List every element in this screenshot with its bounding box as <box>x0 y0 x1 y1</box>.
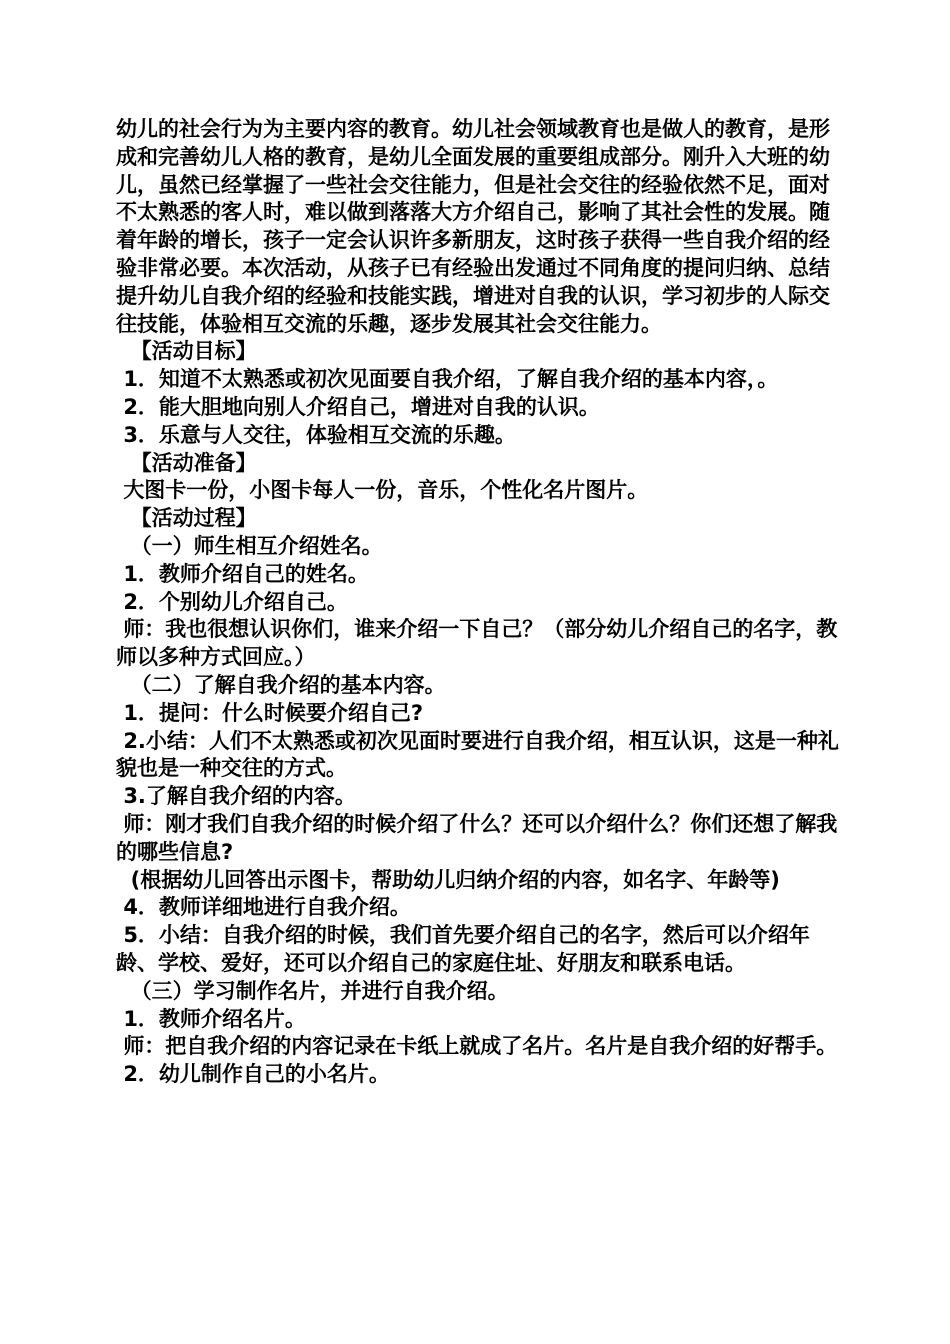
goal-item-1: 1．知道不太熟悉或初次见面要自我介绍，了解自我介绍的基本内容，。 <box>116 367 779 392</box>
process-step: 1．教师介绍名片。 <box>116 1006 306 1031</box>
process-step: 1．提问：什么时候要介绍自己? <box>116 700 424 725</box>
process-step: 5．小结：自我介绍的时候，我们首先要介绍自己的名字，然后可以介绍年龄、学校、爱好，还可以介绍自己的家庭住址、好朋友和联系电话。 <box>116 923 810 975</box>
goal-item-2: 2．能大胆地向别人介绍自己，增进对自我的认识。 <box>116 394 600 419</box>
process-step: 2.小结：人们不太熟悉或初次见面时要进行自我介绍，相互认识，这是一种礼貌也是一种交往的方式。 <box>116 728 839 781</box>
process-step: 4．教师详细地进行自我介绍。 <box>116 895 411 920</box>
teacher-dialogue: 师：刚才我们自我介绍的时候介绍了什么？还可以介绍什么？你们还想了解我的哪些信息? <box>116 811 838 864</box>
process-step: 2．幼儿制作自己的小名片。 <box>116 1062 390 1087</box>
teacher-dialogue: 师：把自我介绍的内容记录在卡纸上就成了名片。名片是自我介绍的好帮手。 <box>116 1034 838 1059</box>
heading-activity-goals: 【活动目标】 <box>116 339 257 364</box>
document-body <box>116 116 846 1089</box>
goal-item-3: 3．乐意与人交往，体验相互交流的乐趣。 <box>116 422 516 447</box>
process-note: (根据幼儿回答出示图卡，帮助幼儿归纳介绍的内容，如名字、年龄等) <box>116 867 780 892</box>
heading-activity-preparation: 【活动准备】 <box>116 450 257 475</box>
process-section-1-heading: （一）师生相互介绍姓名。 <box>116 533 383 558</box>
process-step: 3.了解自我介绍的内容。 <box>116 784 356 809</box>
heading-activity-process: 【活动过程】 <box>116 506 257 531</box>
process-step: 1．教师介绍自己的姓名。 <box>116 561 369 586</box>
teacher-dialogue: 师：我也很想认识你们，谁来介绍一下自己？（部分幼儿介绍自己的名字，教师以多种方式回应。） <box>116 617 838 670</box>
process-step: 2．个别幼儿介绍自己。 <box>116 589 348 614</box>
process-section-3-heading: （三）学习制作名片，并进行自我介绍。 <box>116 978 509 1003</box>
preparation-text: 大图卡一份，小图卡每人一份，音乐，个性化名片图片。 <box>116 478 649 503</box>
process-section-2-heading: （二）了解自我介绍的基本内容。 <box>116 672 446 697</box>
intro-paragraph: 幼儿的社会行为为主要内容的教育。幼儿社会领域教育也是做人的教育，是形成和完善幼儿人格的教育，是幼儿全面发展的重要组成部分。刚升入大班的幼儿，虽然已经掌握了一些社会交往能力，但是社会交往的经验依然不足，面对不太熟悉的客人时，难以做到落落大方介绍自己，影响了其社会性的发展。随着年龄的增长，孩子一定会认识许多新朋友，这时孩子获得一些自我介绍的经验非常必要。本次活动，从孩子已有经验出发通过不同角度的提问归纳、总结提升幼儿自我介绍的经验和技能实践，增进对自我的认识，学习初步的人际交往技能，体验相互交流的乐趣，逐步发展其社会交往能力。 <box>116 117 830 336</box>
